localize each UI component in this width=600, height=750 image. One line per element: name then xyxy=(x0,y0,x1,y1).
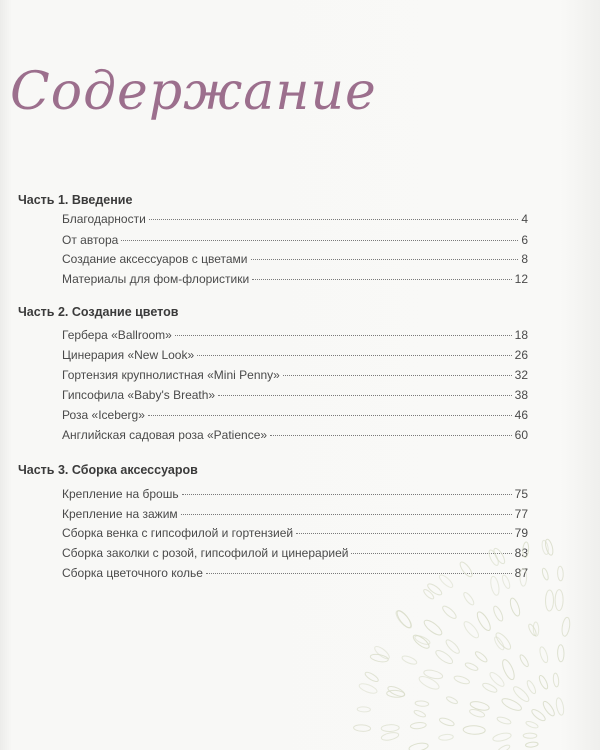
toc-entry[interactable] xyxy=(62,368,528,386)
ornament-leaf xyxy=(561,617,571,637)
toc-entry-label: Гортензия крупнолистная «Mini Penny» xyxy=(62,368,280,382)
ornament-leaf xyxy=(387,684,406,698)
ornament-leaf xyxy=(545,590,553,611)
ornament-leaf xyxy=(422,618,444,638)
ornament-leaf xyxy=(493,636,506,651)
ornament-leaf xyxy=(410,722,426,729)
toc-entry-page: 60 xyxy=(514,428,528,442)
toc-entry[interactable] xyxy=(62,428,528,446)
toc-entry[interactable] xyxy=(62,507,528,525)
ornament-leaf xyxy=(496,716,511,726)
ornament-leaf xyxy=(413,709,426,718)
ornament-leaf xyxy=(538,674,550,690)
ornament-leaf xyxy=(527,623,537,637)
toc-entry-label: Создание аксессуаров с цветами xyxy=(62,252,248,266)
dot-leader xyxy=(283,375,512,376)
toc-entry-page: 18 xyxy=(514,328,528,342)
ornament-leaf xyxy=(541,540,549,555)
toc-entry-label: Цинерария «New Look» xyxy=(62,348,195,362)
dot-leader xyxy=(121,240,518,241)
ornament-leaf xyxy=(395,609,414,630)
ornament-leaf xyxy=(541,700,556,718)
ornament-leaf xyxy=(417,674,440,692)
toc-entry-label: Материалы для фом-флористики xyxy=(62,272,250,286)
toc-entry[interactable] xyxy=(62,328,528,346)
ornament-leaf xyxy=(411,633,431,651)
ornament-leaf xyxy=(488,670,506,688)
ornament-leaf xyxy=(500,696,523,712)
toc-entry-label: Гербера «Ballroom» xyxy=(62,328,172,342)
ornament-leaf xyxy=(438,734,453,741)
ornament-leaf xyxy=(526,679,538,694)
toc-entry-page: 79 xyxy=(514,526,528,540)
ornament-leaf xyxy=(481,682,498,694)
toc-entry-label: Роза «Iceberg» xyxy=(62,408,145,422)
toc-entry-label: Благодарности xyxy=(62,212,146,226)
toc-entry-page: 46 xyxy=(514,408,528,422)
toc-entry-label: Крепление на брошь xyxy=(62,487,179,501)
toc-entry[interactable] xyxy=(62,566,528,584)
ornament-leaf xyxy=(357,707,370,713)
ornament-leaf xyxy=(446,695,459,704)
ornament-leaf xyxy=(414,634,431,646)
part-heading: Часть 2. Создание цветов xyxy=(18,305,179,319)
dot-leader xyxy=(182,494,512,495)
page-title: Содержание xyxy=(10,62,377,122)
dot-leader xyxy=(252,279,511,280)
ornament-leaf xyxy=(434,648,455,666)
toc-entry[interactable] xyxy=(62,526,528,544)
toc-entry-label: Крепление на зажим xyxy=(62,507,178,521)
ornament-leaf xyxy=(464,662,479,672)
ornament-leaf xyxy=(557,566,563,581)
ornament-leaf xyxy=(525,720,539,729)
ornament-leaf xyxy=(541,568,549,581)
dot-leader xyxy=(197,355,511,356)
ornament-leaf xyxy=(381,731,400,741)
ornament-leaf xyxy=(444,638,461,655)
ornament-leaf xyxy=(394,609,414,631)
toc-entry-label: Сборка цветочного колье xyxy=(62,566,203,580)
toc-entry[interactable] xyxy=(62,546,528,564)
dot-leader xyxy=(218,395,512,396)
ornament-leaf xyxy=(415,700,429,706)
toc-entry[interactable] xyxy=(62,272,528,290)
ornament-leaf xyxy=(508,597,521,617)
ornament-leaf xyxy=(519,654,530,668)
ornament-leaf xyxy=(463,725,485,734)
ornament-leaf xyxy=(462,591,475,606)
ornament-leaf xyxy=(386,690,404,698)
ornament-leaf xyxy=(492,732,512,743)
toc-entry[interactable] xyxy=(62,388,528,406)
toc-entry-label: Гипсофила «Baby's Breath» xyxy=(62,388,216,402)
ornament-leaf xyxy=(557,645,564,662)
ornament-leaf xyxy=(426,582,443,597)
dot-leader xyxy=(251,259,519,260)
ornament-leaf xyxy=(370,653,389,663)
ornament-leaf xyxy=(523,733,537,738)
ornament-leaf xyxy=(469,700,490,712)
ornament-leaf xyxy=(353,724,370,731)
toc-entry-page: 26 xyxy=(514,348,528,362)
ornament-leaf xyxy=(381,724,399,732)
ornament-leaf xyxy=(492,605,505,622)
ornament-leaf xyxy=(553,673,560,687)
part-heading: Часть 3. Сборка аксессуаров xyxy=(18,463,198,477)
toc-entry[interactable] xyxy=(62,487,528,505)
ornament-leaf xyxy=(555,590,563,611)
toc-entry-page: 38 xyxy=(514,388,528,402)
dot-leader xyxy=(181,514,512,515)
ornament-leaf xyxy=(358,682,378,695)
toc-entry-page: 32 xyxy=(514,368,528,382)
ornament-leaf xyxy=(469,708,486,719)
toc-entry-page: 75 xyxy=(514,487,528,501)
ornament-leaf xyxy=(525,742,538,748)
toc-entry-label: Английская садовая роза «Patience» xyxy=(62,428,268,442)
toc-entry-page: 87 xyxy=(514,566,528,580)
ornament-leaf xyxy=(422,588,435,600)
ornament-leaf xyxy=(408,742,428,750)
ornament-leaf xyxy=(475,610,493,632)
ornament-leaf xyxy=(401,654,418,665)
ornament-leaf xyxy=(453,674,470,685)
ornament-leaf xyxy=(423,669,443,681)
dot-leader xyxy=(206,573,512,574)
ornament-leaf xyxy=(511,685,530,704)
toc-entry[interactable] xyxy=(62,408,528,426)
ornament-leaf xyxy=(497,744,511,750)
ornament-leaf xyxy=(462,619,481,639)
ornament-leaf xyxy=(544,538,554,555)
ornament-leaf xyxy=(530,708,547,723)
toc-entry-label: Сборка венка с гипсофилой и гортензией xyxy=(62,526,294,540)
dot-leader xyxy=(351,553,511,554)
ornament-leaf xyxy=(364,671,380,684)
toc-entry-label: Сборка заколки с розой, гипсофилой и цинерарией xyxy=(62,546,349,560)
ornament-leaf xyxy=(500,658,516,681)
ornament-leaf xyxy=(494,631,513,652)
toc-entry-page: 6 xyxy=(521,233,528,247)
ornament-leaf xyxy=(441,604,458,620)
dot-leader xyxy=(148,415,512,416)
dot-leader xyxy=(149,219,519,220)
toc-entry-page: 83 xyxy=(514,546,528,560)
dot-leader xyxy=(175,335,512,336)
toc-entry-page: 8 xyxy=(521,252,528,266)
dot-leader xyxy=(270,435,512,436)
ornament-leaf xyxy=(439,717,455,728)
ornament-leaf xyxy=(373,644,391,660)
dot-leader xyxy=(296,533,512,534)
part-heading: Часть 1. Введение xyxy=(18,193,133,207)
toc-entry-label: От автора xyxy=(62,233,119,247)
toc-entry[interactable] xyxy=(62,233,528,251)
ornament-leaf xyxy=(474,650,488,663)
toc-entry-page: 12 xyxy=(514,272,528,286)
toc-entry-page: 4 xyxy=(521,212,528,226)
ornament-leaf xyxy=(555,697,565,716)
toc-entry[interactable] xyxy=(62,252,528,270)
toc-entry[interactable] xyxy=(62,348,528,366)
ornament-leaf xyxy=(533,622,539,636)
toc-entry[interactable] xyxy=(62,212,528,230)
ornament-leaf xyxy=(538,646,549,664)
toc-entry-page: 77 xyxy=(514,507,528,521)
